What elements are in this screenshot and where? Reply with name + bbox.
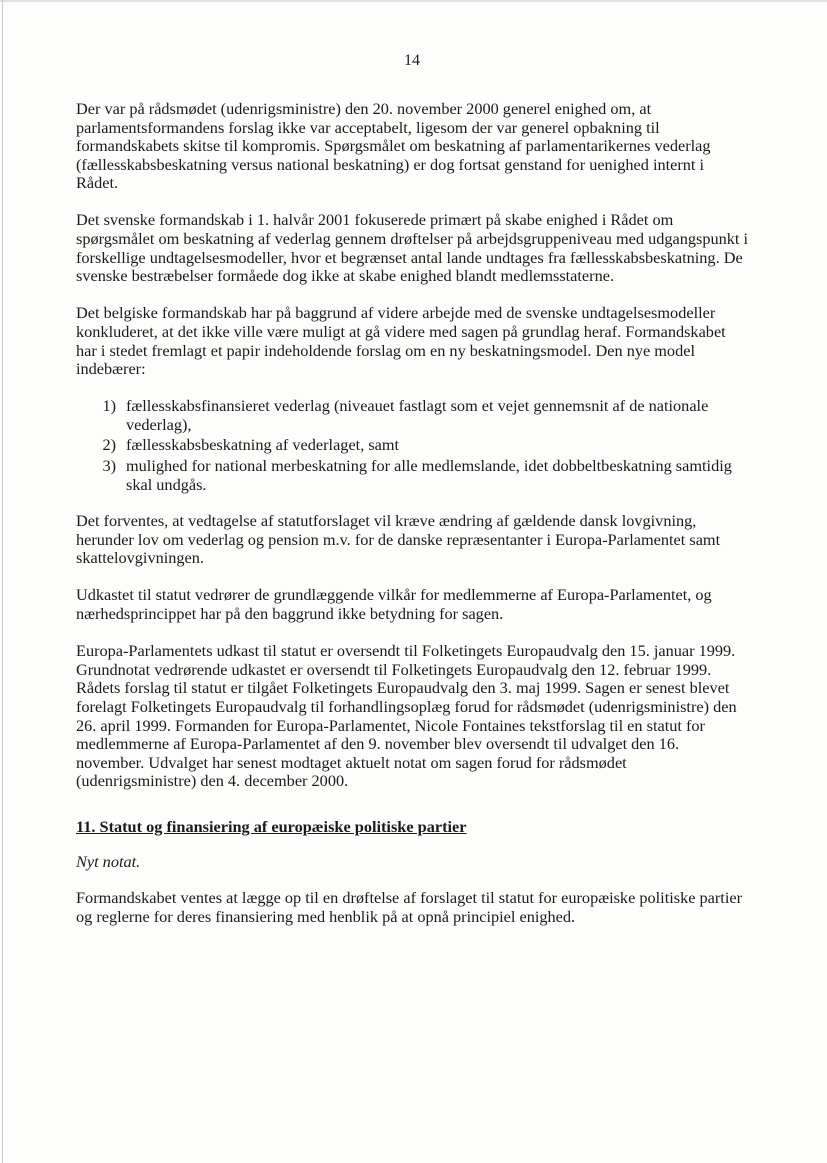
model-list [76, 397, 748, 494]
scan-left-edge [2, 0, 3, 1163]
paragraph-subsidiarity: Udkastet til statut vedrører de grundlæggende vilkår for medlemmerne af Europa-Parlamentet, og nærhedsprincippet har på den baggrund ikke betydning for sagen. [76, 585, 712, 624]
paragraph-council-meeting: Der var på rådsmødet (udenrigsministre) den 20. november 2000 generel enighed om, at parlamentsformandens forslag ikke var acceptabelt, ligesom der var generel opbakning til formandskabets skitse til kompromis. Spørgsmålet om beskatning af parlamentarikernes vederlag (fællesskabsbeskatning versus national beskatning) er dog fortsat genstand for uenighed internt i Rådet. [76, 99, 711, 193]
document-body [76, 100, 748, 945]
paragraph-swedish-presidency: Det svenske formandskab i 1. halvår 2001 fokuserede primært på skabe enighed i Rådet om spørgsmålet om beskatning af vederlag gennem drøftelser på arbejdsgruppeniveau med udgangspunkt i forskellige undtagelsesmodeller, hvor et begrænset antal lande undtages fra fællesskabsbeskatning. De svenske bestræbelser formåede dog ikke at skabe enighed blandt medlemsstaterne. [76, 210, 749, 286]
section-subheading: Nyt notat. [76, 851, 141, 871]
list-item [76, 457, 748, 494]
list-item-text: fællesskabsfinansieret vederlag (niveauet fastlagt som et vejet gennemsnit af de nationale vederlag), [126, 396, 709, 434]
list-item [76, 397, 748, 434]
paragraph-belgian-presidency: Det belgiske formandskab har på baggrund af videre arbejde med de svenske undtagelsesmodeller konkluderet, at det ikke ville være muligt at gå videre med sagen på grundlag heraf. Formandskabet har i stedet fremlagt et papir indeholdende forslag om en ny beskatningsmodel. Den nye model indebærer: [76, 303, 726, 379]
paragraph-history: Europa-Parlamentets udkast til statut er oversendt til Folketingets Europaudvalg den 15. januar 1999. Grundnotat vedrørende udkastet er oversendt til Folketingets Europaudvalg den 12. februar 1999. Rådets forslag til statut er tilgået Folketingets Europaudvalg den 3. maj 1999. Sagen er senest blevet forelagt Folketingets Europaudvalg til forhandlingsoplæg forud for rådsmødet (udenrigsministre) den 26. april 1999. Formanden for Europa-Parlamentet, Nicole Fontaines tekstforslag til en statut for medlemmerne af Europa-Parlamentet af den 9. november blev oversendt til udvalget den 16. november. Udvalget har senest modtaget aktuelt notat om sagen forud for rådsmødet (udenrigsministre) den 4. december 2000. [76, 641, 737, 791]
list-item-number: 1) [102, 396, 116, 416]
list-item-number: 2) [102, 435, 116, 455]
page-number: 14 [404, 52, 420, 69]
list-item-text: fællesskabsbeskatning af vederlaget, samt [126, 435, 400, 455]
section-heading: 11. Statut og finansiering af europæiske politiske partier [76, 816, 467, 836]
list-item-number: 3) [102, 456, 116, 475]
paragraph-legislation-change: Det forventes, at vedtagelse af statutforslaget vil kræve ændring af gældende dansk lovgivning, herunder lov om vederlag og pension m.v. for de danske repræsentanter i Europa-Parlamentet samt skattelovgivningen. [76, 511, 721, 568]
list-item [76, 436, 748, 455]
scan-top-edge [0, 0, 827, 2]
section-paragraph: Formandskabet ventes at lægge op til en drøftelse af forslaget til statut for europæiske politiske partier og reglerne for deres finansiering med henblik på at opnå principiel enighed. [76, 888, 743, 926]
list-item-text: mulighed for national merbeskatning for alle medlemslande, idet dobbeltbeskatning samtidig skal undgås. [126, 456, 732, 494]
